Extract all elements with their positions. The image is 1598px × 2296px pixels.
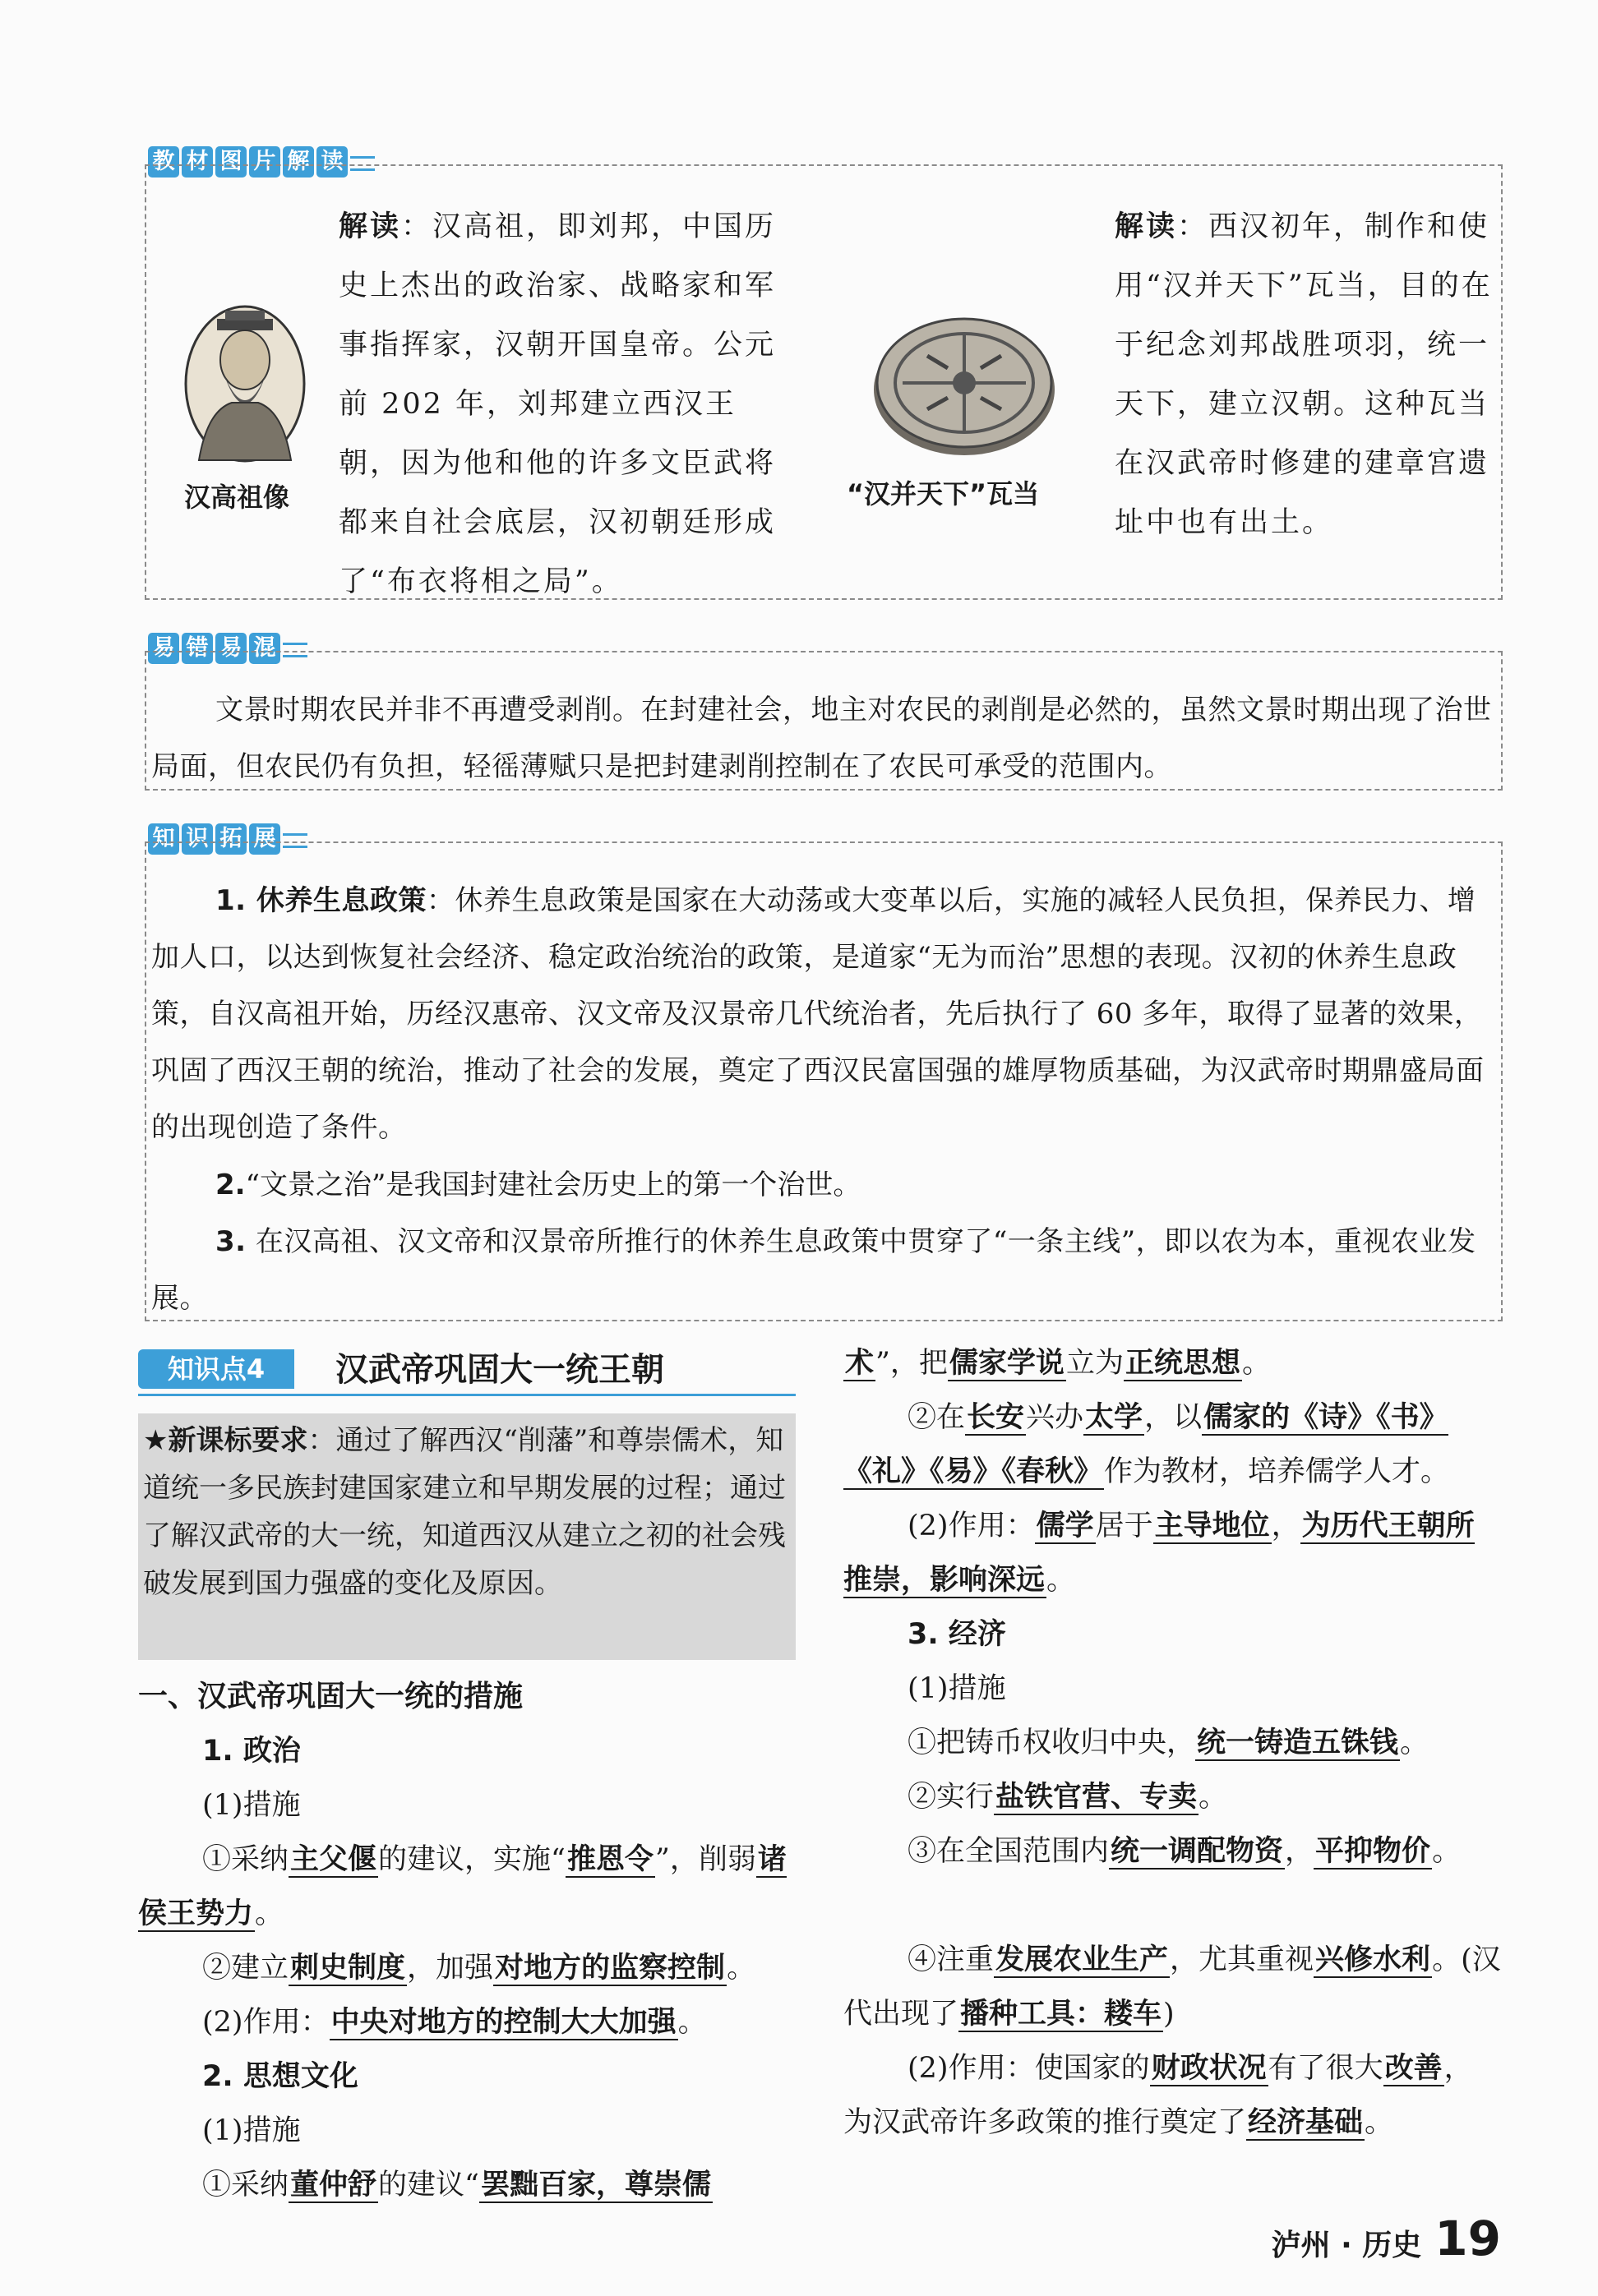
extension-2-text: “文景之治”是我国封建社会历史上的第一个治世。	[245, 1169, 861, 1201]
politics-heading: 1. 政治	[202, 1735, 301, 1768]
extension-paragraph-3: 3. 在汉高祖、汉文帝和汉景帝所推行的休养生息政策中贯穿了“一条主线”，即以农为本，重视农业发展。	[151, 1225, 1476, 1315]
culture-measure-1-continued: 术”，把儒家学说立为正统思想。	[845, 1346, 1271, 1380]
economy-heading: 3. 经济	[908, 1618, 1006, 1651]
curriculum-requirement	[138, 1413, 796, 1660]
culture-heading: 2. 思想文化	[202, 2060, 358, 2093]
left-interpretation	[339, 197, 783, 611]
culture-measures-label: (1)措施	[202, 2114, 301, 2147]
culture-measure-1: ①采纳董仲舒的建议“罢黜百家，尊崇儒	[202, 2168, 711, 2201]
right-label: 解读	[1115, 210, 1178, 243]
tile-image	[870, 311, 1059, 460]
knowledge-point-title: 汉武帝巩固大一统王朝	[335, 1351, 664, 1389]
economy-effect: (2)作用：使国家的财政状况有了很大改善，为汉武帝许多政策的推行奠定了经济基础。	[843, 2051, 1473, 2139]
left-image-caption: 汉高祖像	[184, 482, 290, 513]
right-text: ：西汉初年，制作和使用“汉并天下”瓦当，目的在于纪念刘邦战胜项羽，统一天下，建立汉朝。这种瓦当在汉武帝时修建的建章宫遗址中也有出土。	[1115, 210, 1493, 539]
extension-paragraph-2: 2.“文景之治”是我国封建社会历史上的第一个治世。	[215, 1169, 861, 1201]
footer-label: 泸州 · 历史	[1271, 2229, 1422, 2262]
economy-measure-3: ③在全国范围内统一调配物资，平抑物价。	[908, 1834, 1462, 1868]
right-interpretation	[1115, 197, 1493, 552]
economy-measure-2: ②实行盐铁官营、专卖。	[908, 1780, 1228, 1814]
left-text: ：汉高祖，即刘邦，中国历史上杰出的政治家、战略家和军事指挥家，汉朝开国皇帝。公元前 202 年，刘邦建立西汉王朝，因为他和他的许多文臣武将都来自社会底层，汉初朝廷形成了“布衣将相之局”。	[339, 210, 777, 598]
requirement-text: ：通过了解西汉“削藩”和尊崇儒术，知道统一多民族封建国家建立和早期发展的过程；通过了解汉武帝的大一统，知道西汉从建立之初的社会残破发展到国力强盛的变化及原因。	[143, 1424, 786, 1600]
page-number: 19	[1434, 2211, 1501, 2266]
measures-heading: 一、汉武帝巩固大一统的措施	[138, 1680, 524, 1713]
politics-measures-label: (1)措施	[202, 1789, 301, 1822]
page-footer	[1272, 2211, 1501, 2266]
politics-effect: (2)作用：中央对地方的控制大大加强。	[202, 2005, 707, 2039]
knowledge-point-4-header	[138, 1348, 796, 1396]
extension-3-text: 在汉高祖、汉文帝和汉景帝所推行的休养生息政策中贯穿了“一条主线”，即以农为本，重视农业发展。	[151, 1225, 1476, 1315]
section-tag-textbook-images: 教 材 图 片 解 读	[148, 146, 378, 178]
extension-1-heading: 1. 休养生息政策	[215, 884, 427, 917]
requirement-heading: ★新课标要求	[143, 1424, 308, 1457]
extension-1-text: ：休养生息政策是国家在大动荡或大变革以后，实施的减轻人民负担，保养民力、增加人口，以达到恢复社会经济、稳定政治统治的政策，是道家“无为而治”思想的表现。汉初的休养生息政策，自汉高祖开始，历经汉惠帝、汉文帝及汉景帝几代统治者，先后执行了 60 多年，取得了显著的效果，巩固了西汉王朝的统治，推动了社会的发展，奠定了西汉民富国强的雄厚物质基础，为汉武帝时期鼎盛局面的出现创造了条件。	[151, 884, 1485, 1144]
culture-effect: (2)作用：儒学居于主导地位，为历代王朝所推崇，影响深远。	[843, 1509, 1475, 1597]
roof-tile-image	[870, 311, 1059, 460]
left-label: 解读	[339, 210, 402, 243]
section-tag-knowledge-extension: 知 识 拓 展	[148, 823, 311, 855]
portrait-image	[182, 304, 307, 463]
economy-measure-4: ④注重发展农业生产，尤其重视兴修水利。(汉代出现了播种工具：耧车)	[843, 1943, 1501, 2031]
extension-paragraph-1	[151, 873, 1496, 1156]
confusing-points-text: 文景时期农民并非不再遭受剥削。在封建社会，地主对农民的剥削是必然的，虽然文景时期出现了治世局面，但农民仍有负担，轻徭薄赋只是把封建剥削控制在了农民可承受的范围内。	[151, 694, 1492, 783]
right-image-caption: “汉并天下”瓦当	[847, 478, 1040, 509]
han-gaozu-portrait	[182, 304, 307, 463]
knowledge-point-label: 知识点4	[138, 1349, 294, 1389]
section-tag-confusing-points: 易 错 易 混	[148, 633, 311, 664]
economy-measures-label: (1)措施	[908, 1672, 1006, 1705]
politics-measure-2: ②建立刺史制度，加强对地方的监察控制。	[202, 1951, 756, 1985]
culture-measure-2: ②在长安兴办太学，以儒家的《诗》《书》《礼》《易》《春秋》作为教材，培养儒学人才。	[843, 1400, 1450, 1488]
economy-measure-1: ①把铸币权收归中央，统一铸造五铢钱。	[908, 1726, 1429, 1759]
politics-measure-1: ①采纳主父偃的建议，实施“推恩令”，削弱诸侯王势力。	[138, 1842, 787, 1930]
